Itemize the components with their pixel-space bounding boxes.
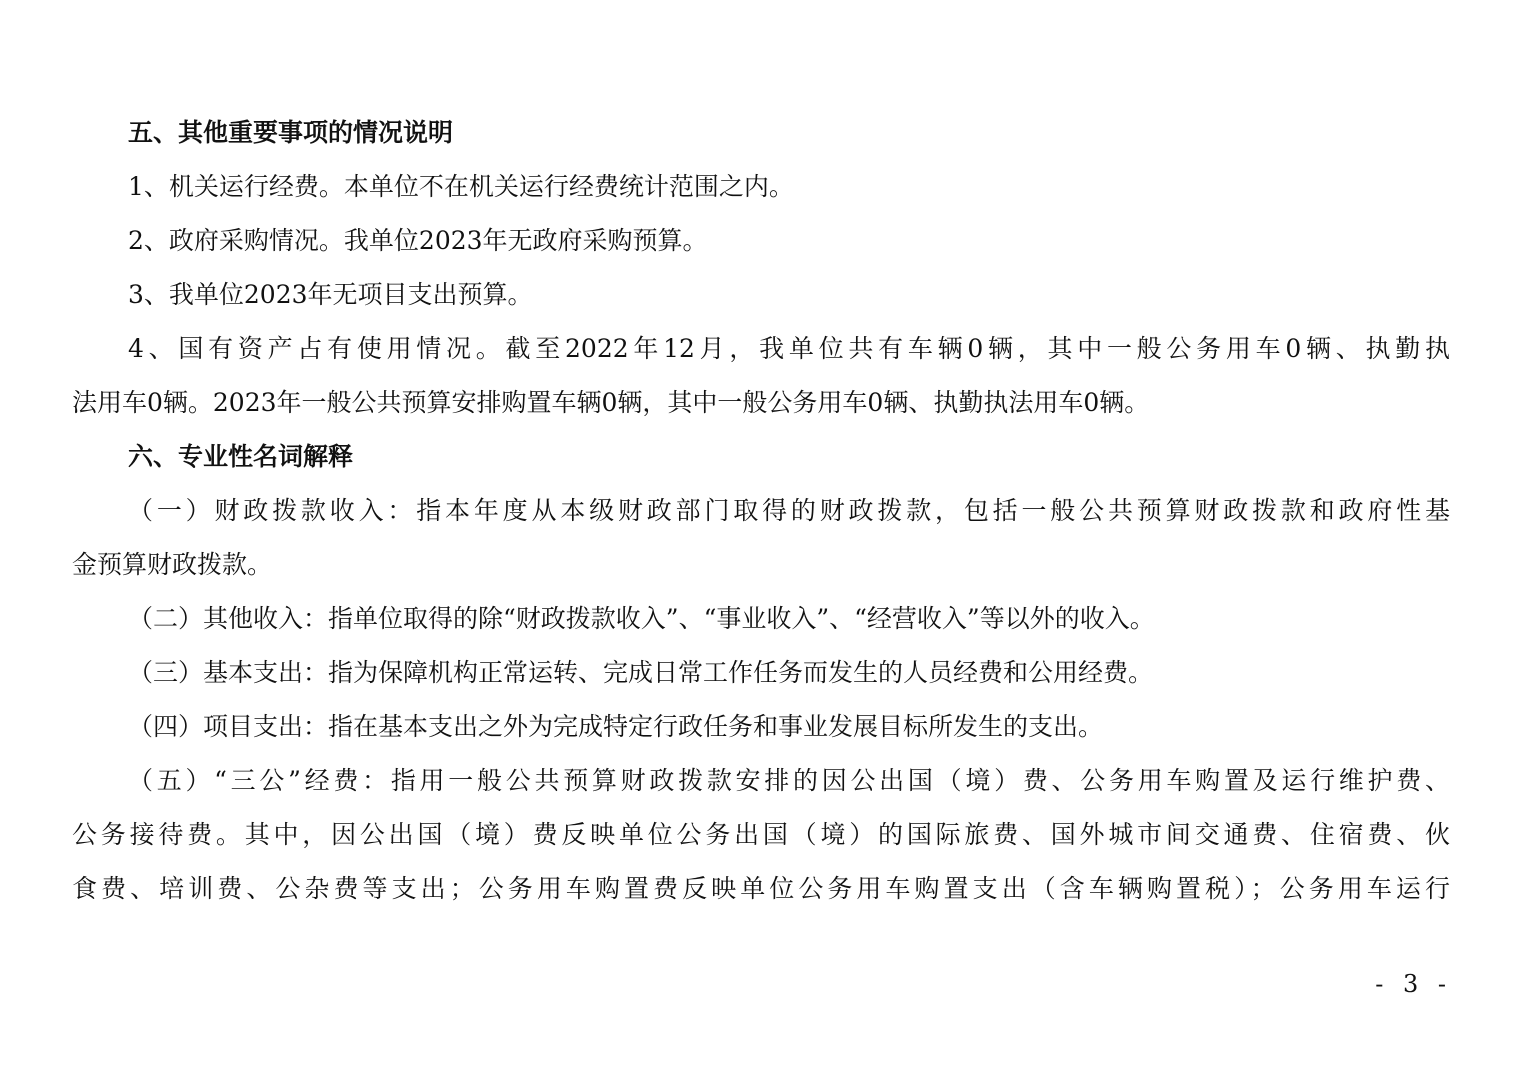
definition-5-line-2: 公务接待费。其中，因公出国（境）费反映单位公务出国（境）的国际旅费、国外城市间交通费、住宿费、伙	[72, 820, 1450, 849]
page-number: - 3 -	[1375, 970, 1452, 998]
paragraph-item-4-line-1: 4、国有资产占有使用情况。截至2022年12月，我单位共有车辆0辆，其中一般公务用车0辆、执勤执	[128, 334, 1450, 363]
definition-4: （四）项目支出：指在基本支出之外为完成特定行政任务和事业发展目标所发生的支出。	[128, 712, 1104, 741]
paragraph-item-2: 2、政府采购情况。我单位2023年无政府采购预算。	[128, 226, 708, 255]
definition-2: （二）其他收入：指单位取得的除“财政拨款收入”、“事业收入”、“经营收入”等以外的收入。	[128, 604, 1155, 633]
definition-5-line-1: （五）“三公”经费：指用一般公共预算财政拨款安排的因公出国（境）费、公务用车购置及运行维护费、	[128, 766, 1450, 795]
definition-5-line-3: 食费、培训费、公杂费等支出；公务用车购置费反映单位公务用车购置支出（含车辆购置税）；公务用车运行	[72, 874, 1450, 903]
definition-1-line-2: 金预算财政拨款。	[72, 550, 273, 579]
section-heading-other-matters: 五、其他重要事项的情况说明	[128, 118, 454, 147]
definition-1-line-1: （一）财政拨款收入：指本年度从本级财政部门取得的财政拨款，包括一般公共预算财政拨款和政府性基	[128, 496, 1450, 525]
paragraph-item-4-line-2: 法用车0辆。2023年一般公共预算安排购置车辆0辆，其中一般公务用车0辆、执勤执法用车0辆。	[72, 388, 1150, 417]
definition-3: （三）基本支出：指为保障机构正常运转、完成日常工作任务而发生的人员经费和公用经费。	[128, 658, 1154, 687]
paragraph-item-3: 3、我单位2023年无项目支出预算。	[128, 280, 533, 309]
section-heading-terms: 六、专业性名词解释	[128, 442, 354, 471]
document-body	[72, 106, 1450, 916]
paragraph-item-1: 1、机关运行经费。本单位不在机关运行经费统计范围之内。	[128, 172, 794, 201]
